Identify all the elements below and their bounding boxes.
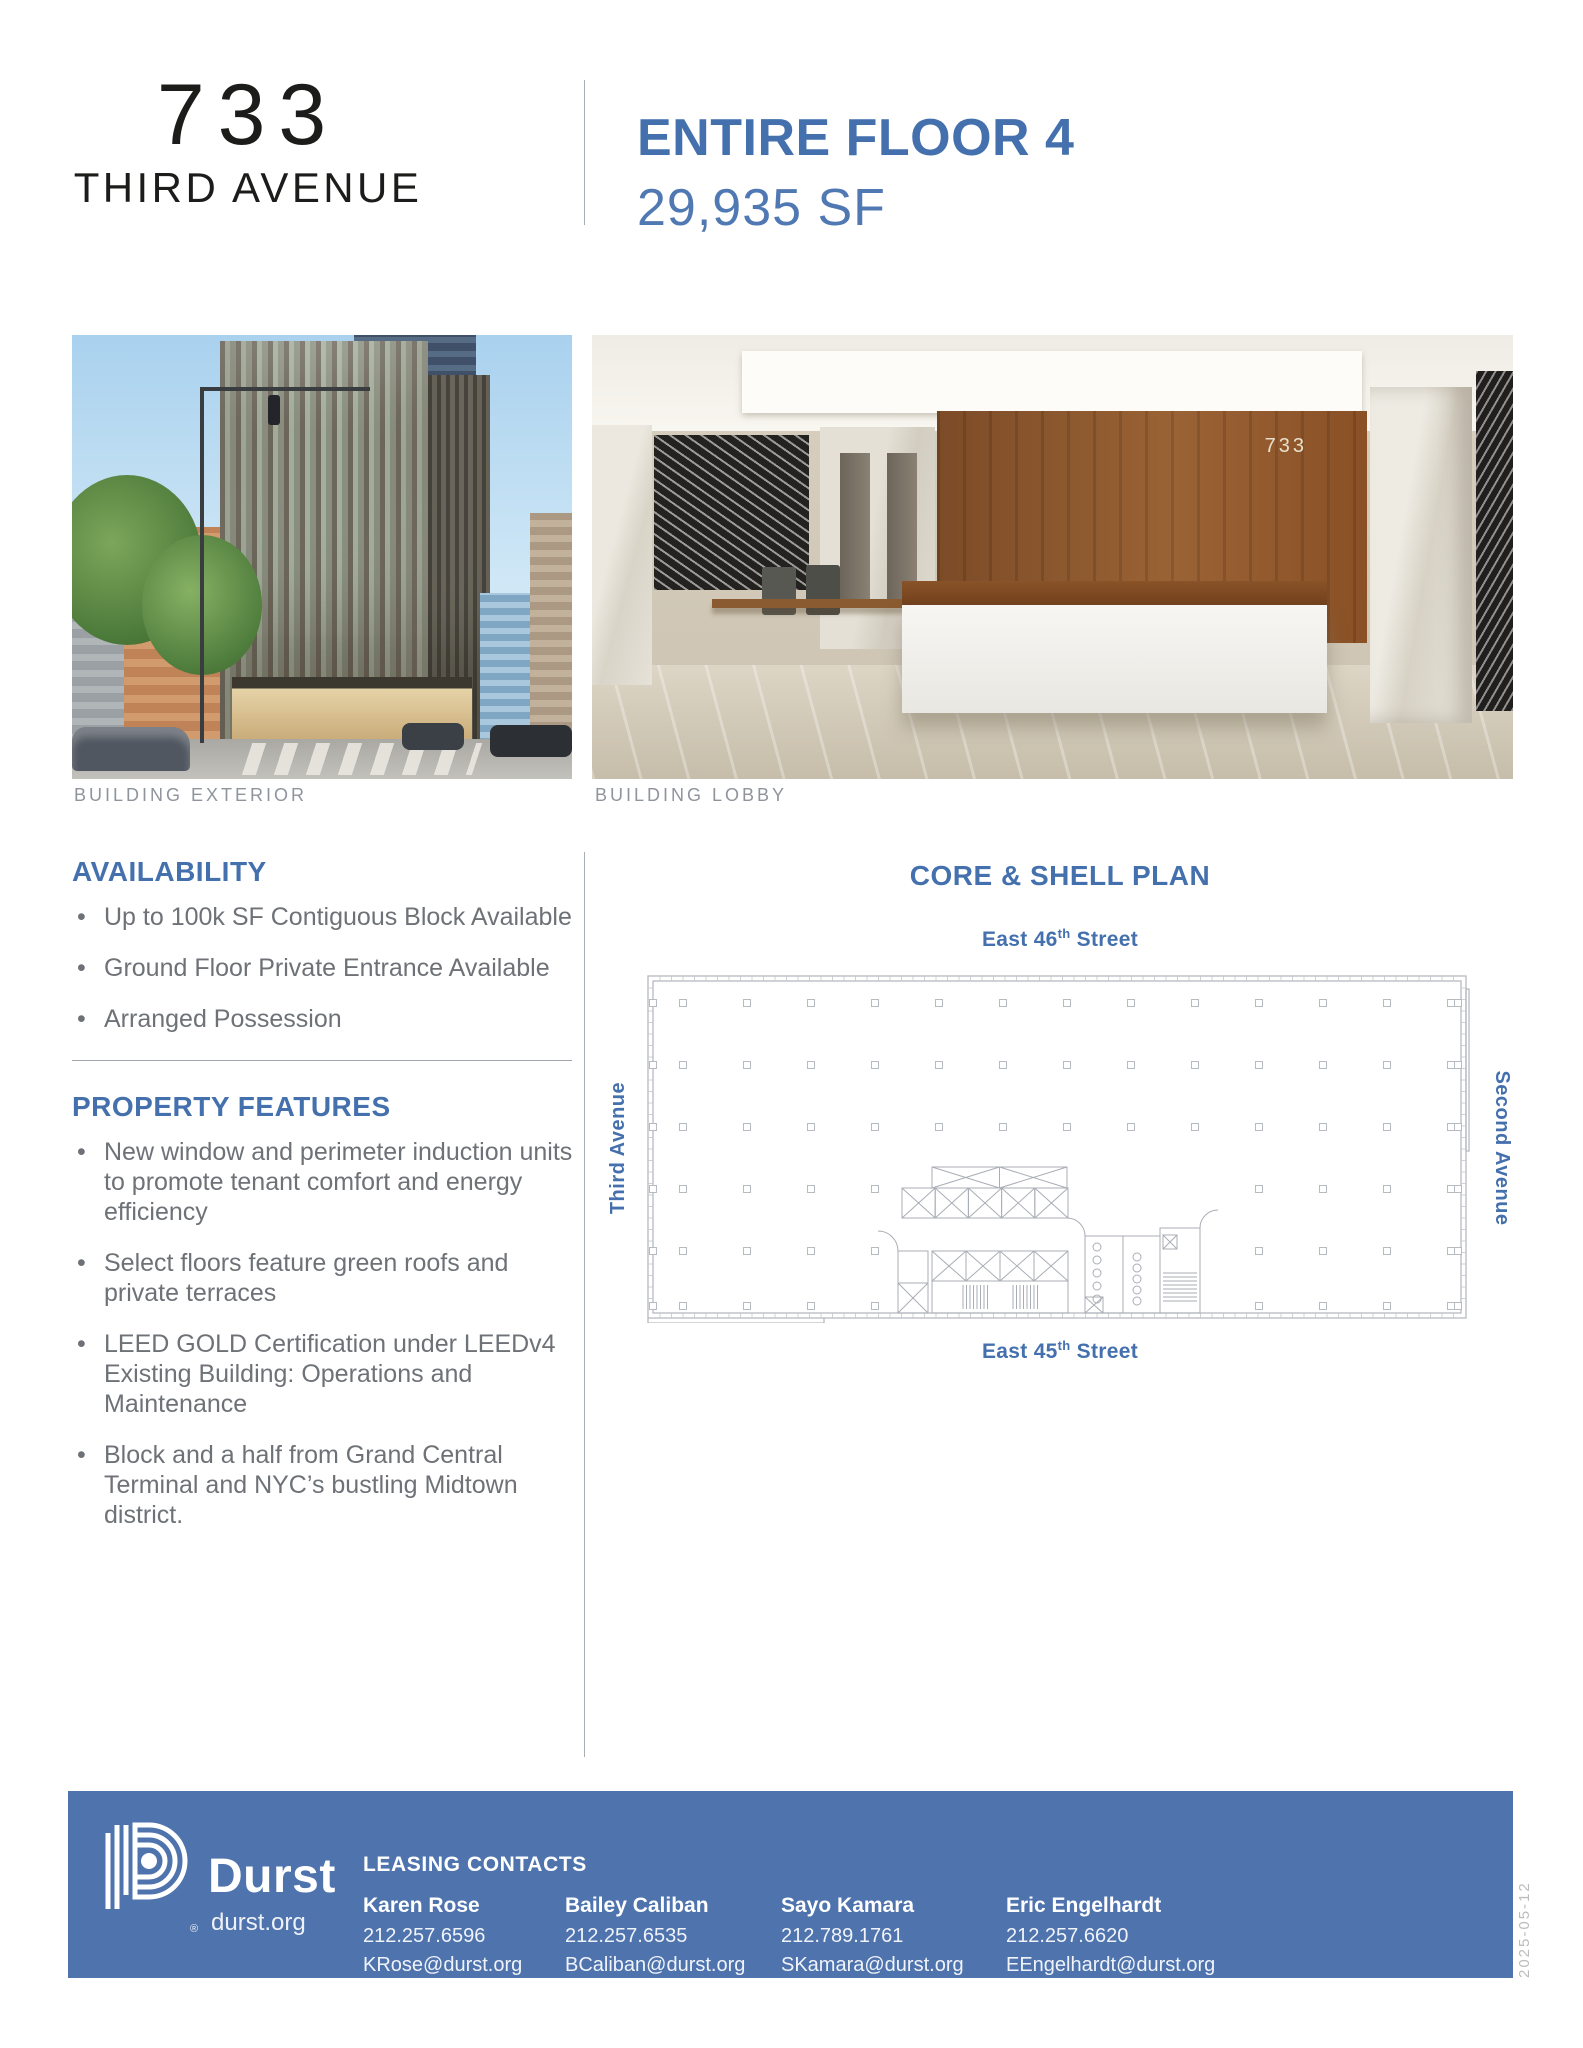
exterior-photo-caption: BUILDING EXTERIOR (74, 785, 308, 805)
ceiling-cove-light (742, 351, 1362, 413)
availability-list (72, 902, 580, 1034)
contact-name: Bailey Caliban (565, 1894, 709, 1917)
contact-phone: 212.257.6535 (565, 1925, 688, 1947)
contact-name: Karen Rose (363, 1894, 480, 1917)
feature-item: • Select floors feature green roofs and private terraces (72, 1248, 580, 1308)
building-number: 733 (156, 67, 340, 163)
street-label-east-45 (600, 1338, 1520, 1364)
elevator-door (840, 453, 870, 603)
street-label-text: Street (1070, 928, 1138, 951)
marble-pillar-right (1370, 387, 1472, 723)
contact-phone: 212.257.6596 (363, 1925, 486, 1947)
traffic-light-arm (200, 387, 370, 391)
building-lobby-photo (592, 335, 1513, 779)
leasing-contacts-heading: LEASING CONTACTS (363, 1853, 587, 1876)
details-column (72, 856, 580, 1551)
core-shell-plan-heading: CORE & SHELL PLAN (909, 860, 1211, 891)
traffic-light-pole (200, 387, 204, 743)
reception-desk-top (902, 581, 1327, 607)
contact-phone: 212.257.6620 (1006, 1925, 1129, 1947)
structural-columns (650, 1000, 1462, 1310)
floor-plan-drawing (645, 973, 1473, 1323)
property-features-heading: PROPERTY FEATURES (72, 1091, 391, 1122)
durst-logo-icon (102, 1819, 202, 1911)
feature-item: • Block and a half from Grand Central Terminal and NYC’s bustling Midtown district. (72, 1440, 580, 1530)
avenue-label-second: Second Avenue (1491, 1070, 1514, 1226)
availability-item: • Ground Floor Private Entrance Available (72, 953, 580, 983)
traffic-signal (268, 395, 280, 425)
header-divider (584, 80, 585, 225)
building-logo (70, 67, 426, 212)
date-stamp: 2025-05-12 (1516, 1881, 1533, 1978)
street-label-ordinal: th (1057, 926, 1071, 941)
street-label-text: East 45 (982, 1340, 1058, 1363)
contact-name: Eric Engelhardt (1006, 1894, 1162, 1917)
listing-size: 29,935 SF (637, 179, 886, 237)
street-label-east-46 (600, 926, 1520, 952)
parked-car (402, 723, 464, 750)
registered-mark: ® (190, 1923, 199, 1935)
listing-title-block (637, 108, 1074, 238)
contact-name: Sayo Kamara (781, 1894, 915, 1917)
street-label-text: East 46 (982, 928, 1058, 951)
section-divider (72, 1060, 572, 1061)
street-label-ordinal: th (1057, 1338, 1071, 1353)
contact-email: KRose@durst.org (363, 1954, 523, 1976)
building-core (878, 1167, 1218, 1313)
window-mullion-ticks (648, 976, 1466, 1318)
wall-art-panel-right (1476, 371, 1513, 711)
contact-phone: 212.789.1761 (781, 1925, 904, 1947)
feature-item: • LEED GOLD Certification under LEEDv4 Existing Building: Operations and Maintenance (72, 1329, 580, 1419)
avenue-label-third: Third Avenue (606, 1081, 629, 1215)
column-divider (584, 852, 585, 1757)
plan-boundary (648, 976, 1469, 1323)
contact-email: SKamara@durst.org (781, 1954, 964, 1976)
parked-car (490, 725, 572, 757)
availability-item: • Arranged Possession (72, 1004, 580, 1034)
lobby-bench (712, 599, 927, 608)
contact-email: BCaliban@durst.org (565, 1954, 746, 1976)
lobby-photo-caption: BUILDING LOBBY (595, 785, 788, 805)
contact-email: EEngelhardt@durst.org (1006, 1954, 1216, 1976)
lobby-address-sign: 733 (1264, 435, 1307, 457)
marble-wall-left (592, 425, 652, 685)
availability-item: • Up to 100k SF Contiguous Block Available (72, 902, 580, 932)
building-street-name: THIRD AVENUE (73, 164, 423, 212)
listing-title: ENTIRE FLOOR 4 (637, 109, 1075, 167)
street-label-text: Street (1070, 1340, 1138, 1363)
brand-url: durst.org (211, 1909, 306, 1936)
footer-bar (68, 1791, 1513, 1978)
reception-desk (902, 605, 1327, 713)
building-exterior-photo (72, 335, 572, 779)
brand-name: Durst (208, 1850, 336, 1903)
feature-item: • New window and perimeter induction units to promote tenant comfort and energy efficiency (72, 1137, 580, 1227)
parked-car (72, 727, 190, 771)
beige-building (530, 513, 572, 745)
availability-heading: AVAILABILITY (72, 856, 267, 887)
property-features-list (72, 1137, 580, 1530)
